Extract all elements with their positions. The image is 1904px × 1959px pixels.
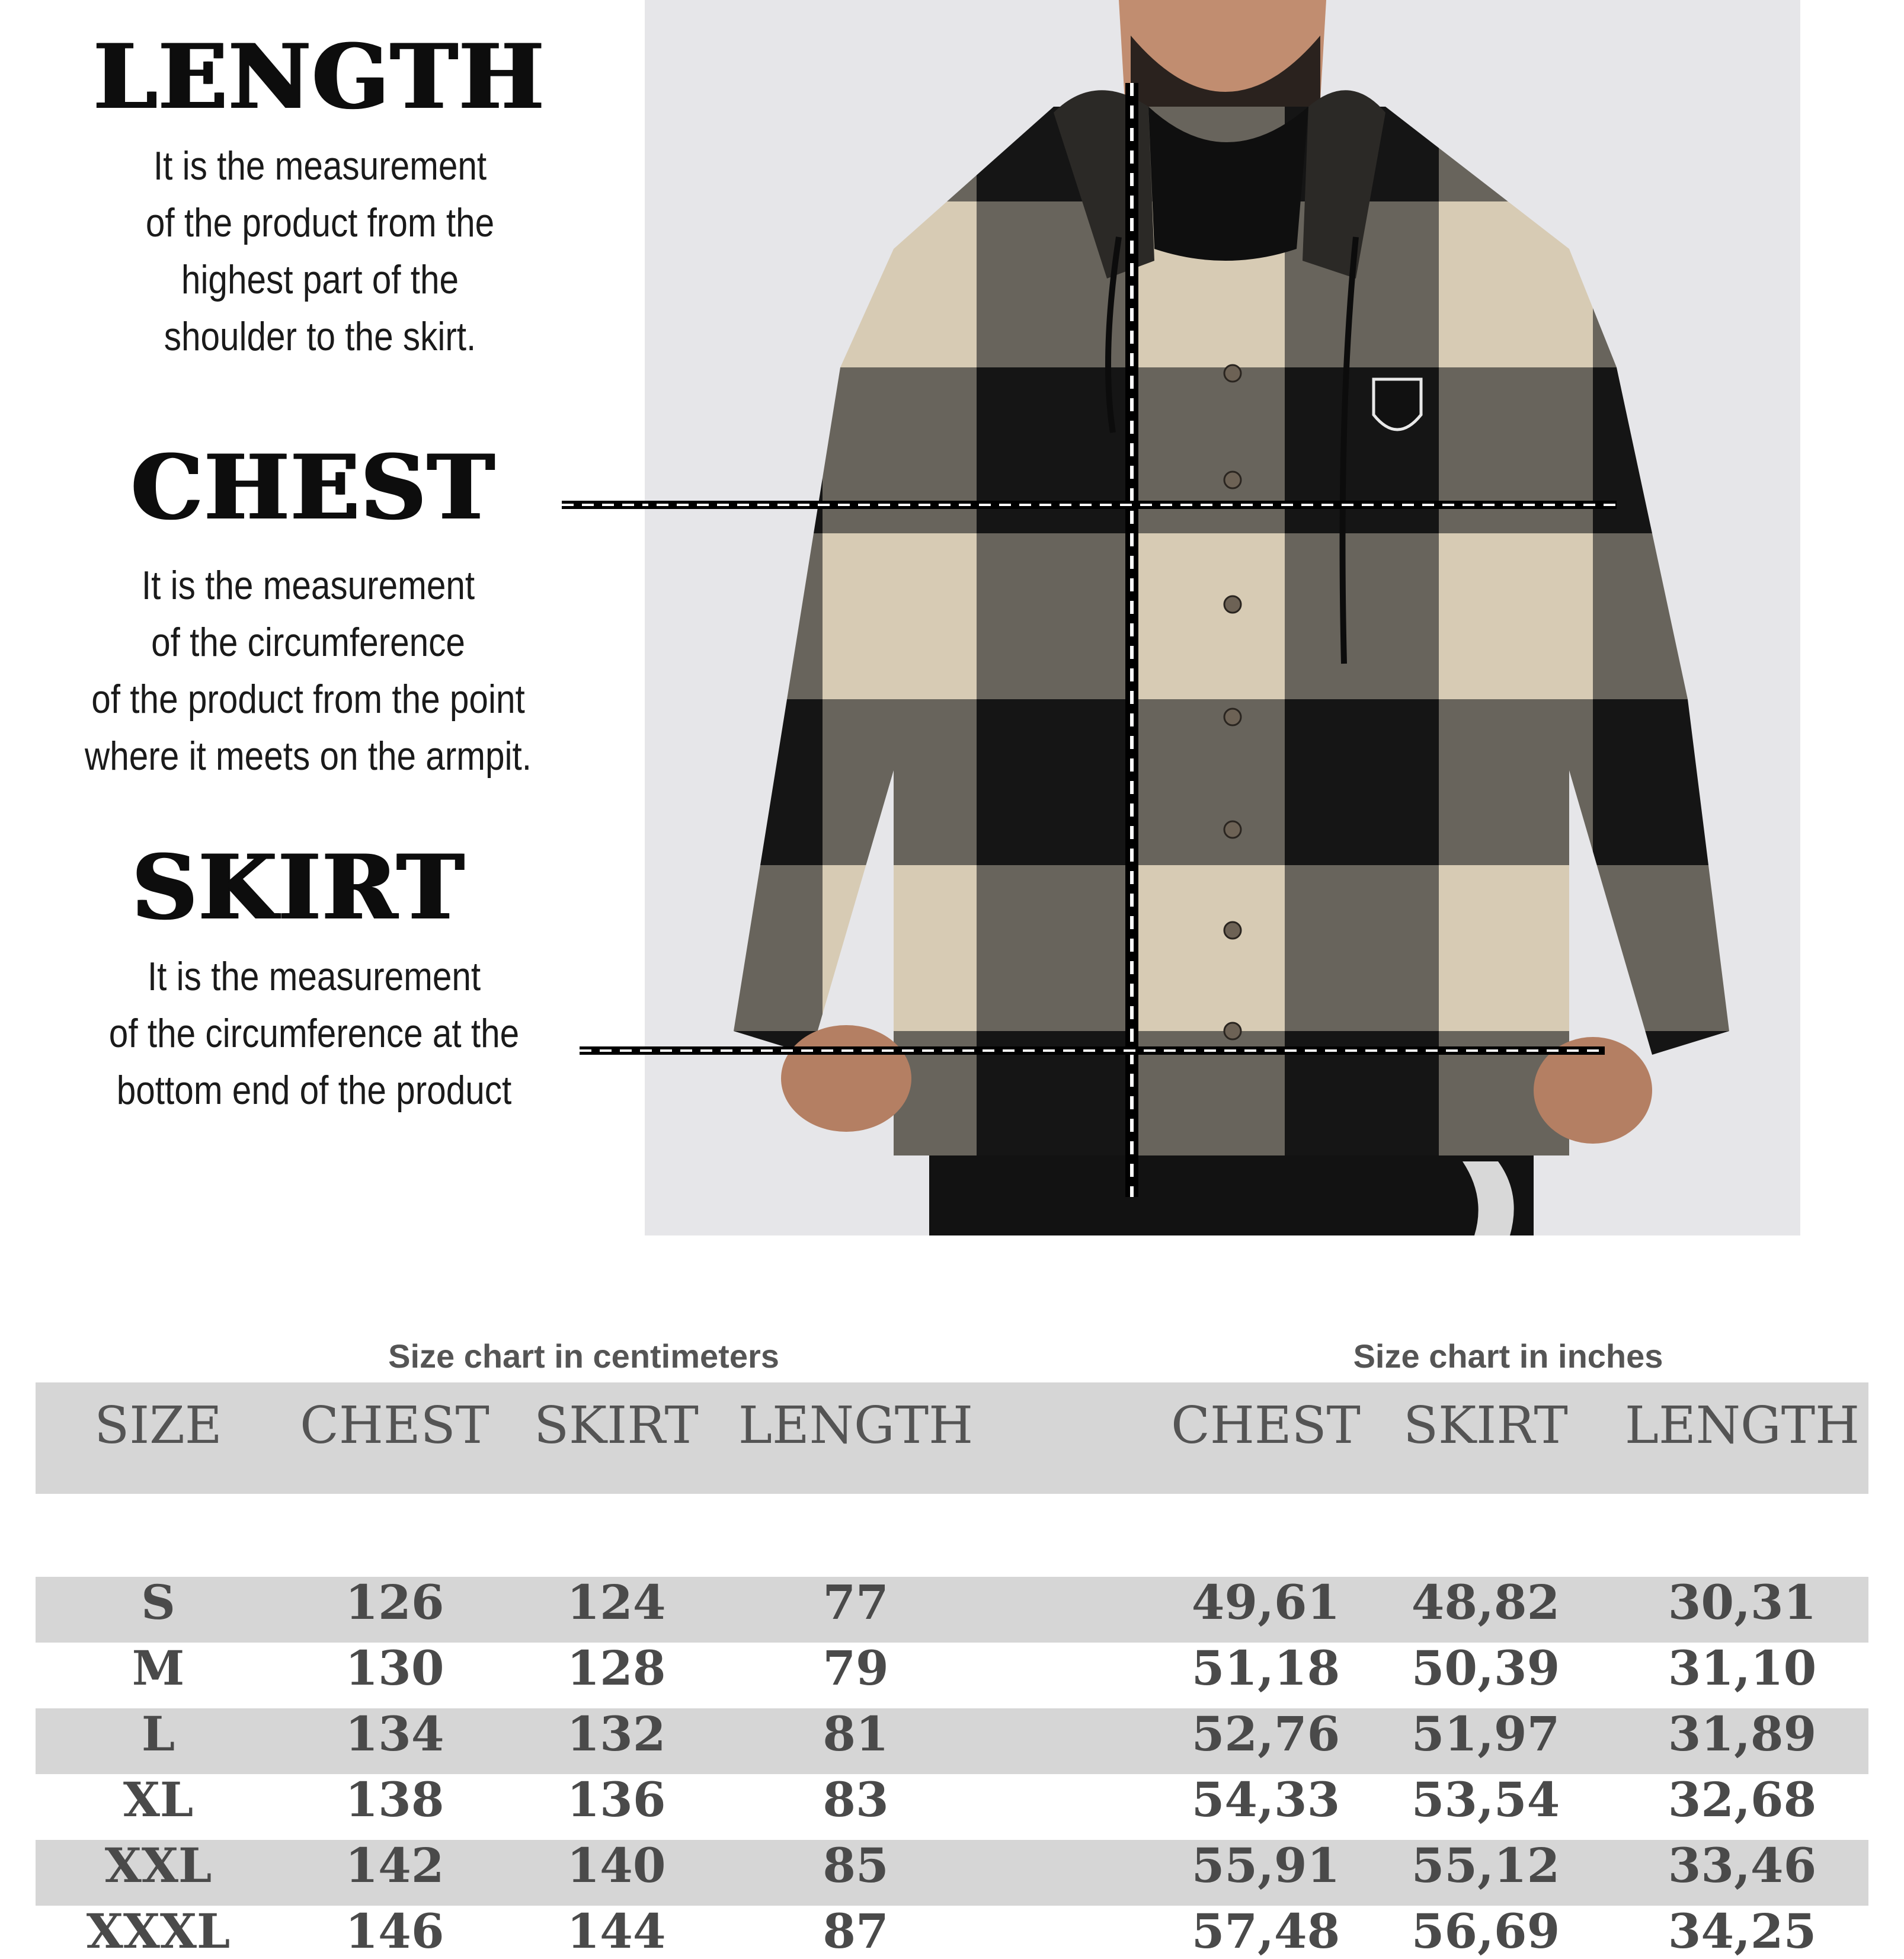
header-inch-skirt: SKIRT [1403,1396,1568,1455]
inch-chest-cell: 49,61 [1191,1574,1340,1630]
size-cell: M [132,1640,185,1696]
cm-length-cell: 87 [823,1903,889,1959]
cm-skirt-cell: 144 [567,1903,666,1959]
chest-description [53,557,563,785]
inch-chest-cell: 54,33 [1191,1772,1340,1827]
inch-skirt-cell: 51,97 [1411,1706,1560,1762]
size-cell: XXXL [86,1903,231,1959]
header-cm-chest: CHEST [300,1396,489,1455]
cm-chest-cell: 138 [345,1772,444,1827]
cm-skirt-cell: 140 [567,1838,666,1893]
inch-length-cell: 32,68 [1668,1772,1817,1827]
skirt-description [59,948,569,1119]
inch-chest-cell: 55,91 [1191,1838,1340,1893]
cm-skirt-cell: 136 [567,1772,666,1827]
inch-chest-cell: 57,48 [1191,1903,1340,1959]
header-size: SIZE [94,1396,222,1455]
cm-skirt-cell: 124 [567,1574,666,1630]
size-cell: S [141,1574,175,1630]
inch-skirt-cell: 48,82 [1411,1574,1560,1630]
inch-chest-cell: 51,18 [1191,1640,1340,1696]
chest-desc-line: It is the measurement [141,563,475,608]
cm-chest-cell: 142 [345,1838,444,1893]
cm-chart-title: Size chart in centimeters [388,1337,779,1375]
product-photo [645,0,1800,1235]
length-desc-line: highest part of the [181,257,459,302]
chest-desc-line: of the circumference [151,620,465,665]
cm-length-cell: 83 [823,1772,889,1827]
chest-desc-line: of the product from the point [91,677,525,722]
inch-length-cell: 30,31 [1668,1574,1817,1630]
inch-skirt-cell: 55,12 [1411,1838,1560,1893]
length-description [65,137,575,365]
header-inch-chest: CHEST [1171,1396,1361,1455]
inch-length-cell: 34,25 [1668,1903,1817,1959]
skirt-line-extension [580,1045,648,1057]
cm-chest-cell: 134 [345,1706,444,1762]
cm-length-cell: 79 [823,1640,889,1696]
header-cm-length: LENGTH [738,1396,974,1455]
inch-length-cell: 33,46 [1668,1838,1817,1893]
size-cell: L [141,1706,175,1762]
cm-length-cell: 85 [823,1838,889,1893]
skirt-desc-line: It is the measurement [147,954,481,999]
chest-line-extension [562,499,648,511]
cm-chest-cell: 146 [345,1903,444,1959]
length-title: LENGTH [94,25,546,129]
cm-skirt-cell: 128 [567,1640,666,1696]
skirt-desc-line: of the circumference at the [108,1011,520,1056]
inch-skirt-cell: 53,54 [1411,1772,1560,1827]
length-desc-line: of the product from the [145,200,495,245]
chest-desc-line: where it meets on the armpit. [84,734,532,779]
skirt-desc-line: bottom end of the product [116,1068,512,1113]
header-inch-length: LENGTH [1624,1396,1860,1455]
cm-chest-cell: 126 [345,1574,444,1630]
cm-length-cell: 77 [823,1574,889,1630]
cm-skirt-cell: 132 [567,1706,666,1762]
inch-length-cell: 31,89 [1668,1706,1817,1762]
size-cell: XL [123,1772,194,1827]
inch-skirt-cell: 50,39 [1411,1640,1560,1696]
length-desc-line: shoulder to the skirt. [164,314,476,359]
size-cell: XXL [104,1838,212,1893]
inch-chart-title: Size chart in inches [1353,1337,1663,1375]
inch-length-cell: 31,10 [1668,1640,1817,1696]
skirt-title: SKIRT [132,836,466,940]
chest-title: CHEST [132,436,497,540]
cm-chest-cell: 130 [345,1640,444,1696]
inch-chest-cell: 52,76 [1191,1706,1340,1762]
length-desc-line: It is the measurement [153,143,487,188]
header-cm-skirt: SKIRT [534,1396,699,1455]
cm-length-cell: 81 [823,1706,889,1762]
inch-skirt-cell: 56,69 [1411,1903,1560,1959]
